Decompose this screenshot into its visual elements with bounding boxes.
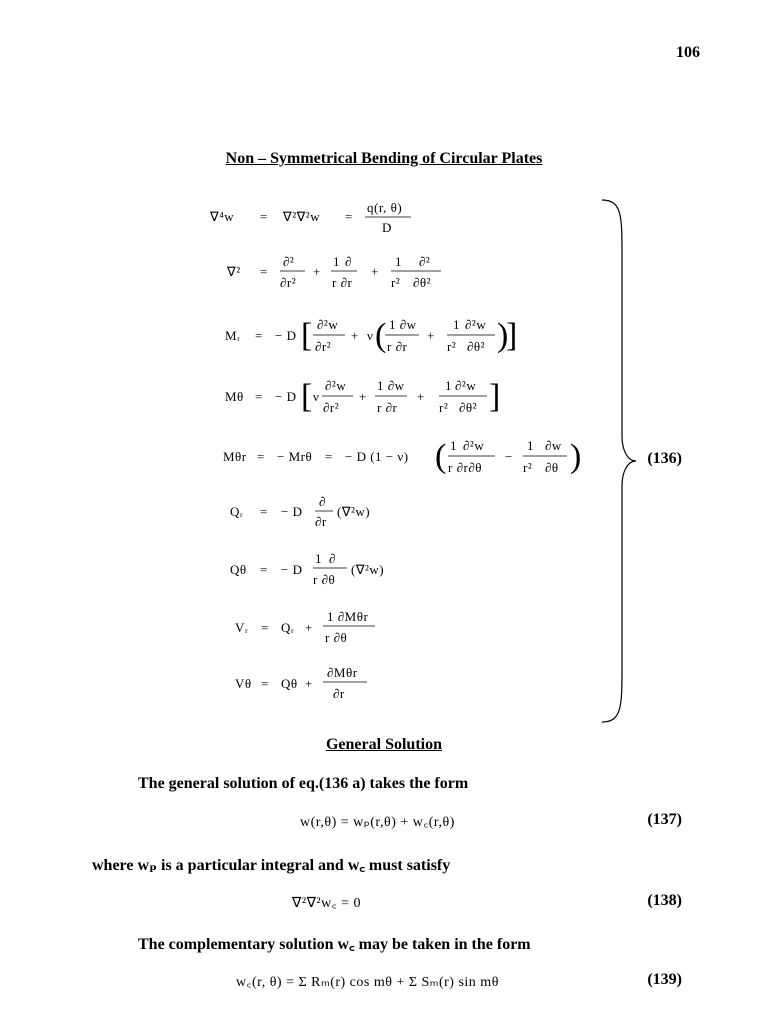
svg-text:(: (: [375, 317, 387, 354]
eq-136-line-1: [209, 200, 411, 235]
svg-text:+: +: [305, 620, 313, 635]
eq-136-line-6: [230, 494, 370, 529]
svg-text:+: +: [427, 328, 435, 343]
svg-text:∂θ²: ∂θ²: [467, 339, 486, 354]
equation-number-138: (138): [647, 892, 682, 909]
svg-text:q(r, θ): q(r, θ): [367, 200, 403, 215]
svg-text:∇²∇²w: ∇²∇²w: [283, 209, 321, 224]
svg-text:=: =: [260, 264, 268, 279]
svg-text:=: =: [325, 449, 333, 464]
svg-text:+: +: [359, 389, 367, 404]
svg-text:∂: ∂: [329, 551, 336, 566]
svg-text:r ∂r: r ∂r: [387, 339, 408, 354]
svg-text:1 ∂w: 1 ∂w: [389, 317, 417, 332]
svg-text:Mθ: Mθ: [225, 389, 244, 404]
svg-text:∂²w: ∂²w: [465, 317, 487, 332]
svg-text:−: −: [505, 449, 513, 464]
svg-text:∂r²: ∂r²: [315, 339, 332, 354]
svg-text:1 ∂Mθr: 1 ∂Mθr: [327, 609, 369, 624]
eq-136-line-4: [225, 378, 501, 415]
subsection-title: General Solution: [325, 736, 442, 753]
svg-text:r ∂θ: r ∂θ: [325, 630, 348, 645]
svg-text:∂²w: ∂²w: [325, 378, 347, 393]
paragraph-1: The general solution of eq.(136 a) takes the form: [138, 775, 469, 792]
svg-text:D: D: [382, 220, 392, 235]
svg-text:Qθ: Qθ: [281, 676, 298, 691]
equation-group-136: [205, 196, 605, 726]
svg-text:r ∂r: r ∂r: [332, 275, 353, 290]
svg-text:=: =: [261, 620, 269, 635]
section-title: Non – Symmetrical Bending of Circular Plates: [225, 150, 543, 167]
svg-text:+: +: [371, 264, 379, 279]
svg-text:[: [: [301, 317, 313, 354]
svg-text:1: 1: [450, 438, 457, 453]
svg-text:+: +: [351, 328, 359, 343]
svg-text:r ∂r: r ∂r: [377, 400, 398, 415]
svg-text:=: =: [260, 562, 268, 577]
svg-text:ν: ν: [313, 389, 320, 404]
svg-text:r²: r²: [439, 400, 449, 415]
svg-text:Qᵣ: Qᵣ: [230, 504, 244, 519]
svg-text:+: +: [417, 389, 425, 404]
equation-number-139: (139): [647, 971, 682, 988]
svg-text:Qθ: Qθ: [230, 562, 247, 577]
svg-text:∂: ∂: [345, 254, 352, 269]
svg-text:∂r²: ∂r²: [280, 275, 297, 290]
svg-text:=: =: [260, 504, 268, 519]
svg-text:r ∂θ: r ∂θ: [313, 572, 336, 587]
svg-text:[: [: [301, 378, 313, 415]
svg-text:∂²: ∂²: [419, 254, 431, 269]
svg-text:1: 1: [445, 378, 452, 393]
eq-136-line-3: [225, 317, 518, 354]
svg-text:Qᵣ: Qᵣ: [281, 620, 295, 635]
svg-text:∂r: ∂r: [333, 686, 345, 701]
svg-text:∂²w: ∂²w: [455, 378, 477, 393]
svg-text:Vθ: Vθ: [235, 676, 252, 691]
svg-text:∂: ∂: [319, 494, 326, 509]
svg-text:Mθr: Mθr: [223, 449, 247, 464]
eq-136-line-8: [235, 609, 375, 645]
paragraph-3: The complementary solution w꜀ may be taken in the form: [138, 936, 531, 953]
svg-text:∂w: ∂w: [545, 438, 562, 453]
svg-text:+: +: [313, 264, 321, 279]
eq-136-line-5: [223, 438, 582, 475]
svg-text:1: 1: [453, 317, 460, 332]
svg-text:): ): [497, 317, 509, 354]
svg-text:− D: − D: [281, 562, 303, 577]
svg-text:∂θ²: ∂θ²: [413, 275, 432, 290]
svg-text:r²: r²: [523, 460, 533, 475]
svg-text:(: (: [435, 438, 447, 475]
svg-text:+: +: [305, 676, 313, 691]
svg-text:− D: − D: [275, 389, 297, 404]
svg-text:Vᵣ: Vᵣ: [235, 620, 249, 635]
svg-text:=: =: [345, 209, 353, 224]
equation-139: w꜀(r, θ) = Σ Rₘ(r) cos mθ + Σ Sₘ(r) sin mθ: [236, 975, 499, 990]
svg-text:− D: − D: [275, 328, 297, 343]
svg-text:1 ∂w: 1 ∂w: [377, 378, 405, 393]
equation-number-136: (136): [647, 450, 682, 467]
equation-137: w(r,θ) = wₚ(r,θ) + w꜀(r,θ): [300, 815, 455, 830]
equation-138: ∇²∇²w꜀ = 0: [292, 896, 361, 911]
svg-text:∂Mθr: ∂Mθr: [327, 665, 358, 680]
svg-text:=: =: [257, 449, 265, 464]
svg-text:1: 1: [395, 254, 402, 269]
svg-text:=: =: [260, 209, 268, 224]
svg-text:]: ]: [489, 378, 501, 415]
svg-text:r²: r²: [447, 339, 457, 354]
equation-number-137: (137): [647, 811, 682, 828]
svg-text:Mᵣ: Mᵣ: [225, 328, 241, 343]
svg-text:1: 1: [527, 438, 534, 453]
svg-text:− Mrθ: − Mrθ: [277, 449, 313, 464]
eq-136-line-2: [226, 254, 441, 290]
paragraph-2: where wₚ is a particular integral and w꜀ must satisfy: [92, 857, 451, 874]
svg-text:ν: ν: [367, 328, 374, 343]
svg-text:∇⁴w: ∇⁴w: [210, 209, 235, 224]
svg-text:∂r: ∂r: [315, 514, 327, 529]
svg-text:∂²w: ∂²w: [463, 438, 485, 453]
svg-text:]: ]: [506, 317, 518, 354]
svg-text:r²: r²: [391, 275, 401, 290]
eq-136-line-9: [235, 665, 367, 701]
svg-text:(∇²w): (∇²w): [351, 562, 385, 577]
svg-text:∂r²: ∂r²: [323, 400, 340, 415]
page-number: 106: [676, 44, 700, 61]
svg-text:(∇²w): (∇²w): [337, 504, 371, 519]
svg-text:∂θ²: ∂θ²: [459, 400, 478, 415]
svg-text:∂θ: ∂θ: [545, 460, 559, 475]
svg-text:=: =: [255, 328, 263, 343]
svg-text:): ): [570, 438, 582, 475]
svg-text:1: 1: [333, 254, 340, 269]
svg-text:∇²: ∇²: [227, 264, 241, 279]
svg-text:∂²: ∂²: [283, 254, 295, 269]
svg-text:=: =: [255, 389, 263, 404]
eq-136-line-7: [230, 551, 384, 587]
svg-text:r ∂r∂θ: r ∂r∂θ: [448, 460, 482, 475]
svg-text:− D: − D: [281, 504, 303, 519]
svg-text:∂²w: ∂²w: [317, 317, 339, 332]
svg-text:=: =: [261, 676, 269, 691]
svg-text:− D (1 − ν): − D (1 − ν): [345, 449, 409, 464]
svg-text:1: 1: [315, 551, 322, 566]
